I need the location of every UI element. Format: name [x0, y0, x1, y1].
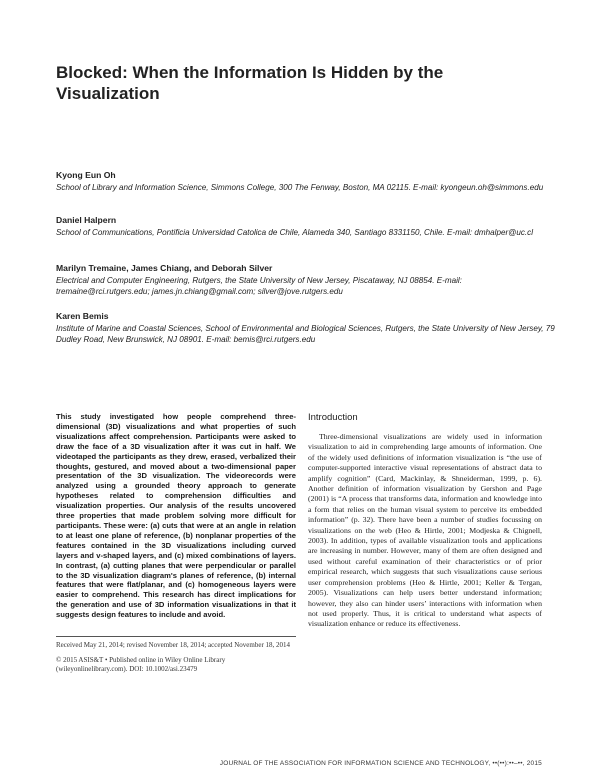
- author-name: Karen Bemis: [56, 311, 109, 321]
- author-affiliation: Institute of Marine and Coastal Sciences, School of Environmental and Biological Sciences, Rutgers, the State University of New Jersey, 79 Dudley Road, New Brunswick, NJ 08901. E-mail: bemis@rci.rutgers.edu: [56, 324, 555, 345]
- section-heading-introduction: Introduction: [308, 412, 358, 423]
- paper-title: Blocked: When the Information Is Hidden by the Visualization: [56, 63, 444, 103]
- abstract: [56, 412, 296, 620]
- author-affiliation: Electrical and Computer Engineering, Rutgers, the State University of New Jersey, Piscataway, NJ 08854. E-mail: tremaine@rci.rutgers.edu; james.jn.chiang@gmail.com; silver@jove.rutgers.edu: [56, 276, 462, 297]
- journal-footer: JOURNAL OF THE ASSOCIATION FOR INFORMATION SCIENCE AND TECHNOLOGY, ••(••):••–••, 2015: [219, 760, 542, 767]
- footnotes: [56, 641, 296, 680]
- author-block-2: [56, 215, 556, 238]
- author-block-1: [56, 170, 556, 193]
- footnote-rule: [56, 636, 296, 637]
- author-affiliation: School of Communications, Pontificia Universidad Catolica de Chile, Alameda 340, Santiago 8331150, Chile. E-mail: dmhalper@uc.cl: [56, 228, 534, 237]
- received-note: Received May 21, 2014; revised November 18, 2014; accepted November 18, 2014: [56, 641, 291, 649]
- author-block-3: [56, 263, 556, 297]
- introduction-paragraph: Three-dimensional visualizations are widely used in information visualization to aid in comprehending large amounts of information. One of the widely used definitions of information visualization is “the use of computer-supported interactive visual representations of abstract data to amplify cognition” (Card, Mackinlay, & Shneiderman, 1999, p. 6). Another definition of information visualization by Gershon and Page (2001) is “A process that transforms data, information and knowledge into a form that relies on the human visual system to perceive its embedded information” (p. 32). There have been a number of studies focussing on visualizations on the web (Heo & Hirtle, 2001; Modjeska & Chignell, 2003). In addition, types of available visualization tools and applications are increasing in number. However, many of them are often designed and used without careful examination of their characteristics or of prior empirical research, which suggests that such visualizations cause serious user comprehension problems (Heo & Hirtle, 2001; Keller & Tergan, 2005). Visualizations can help users better understand information; however, they also can hinder users’ interactions with information when not used properly. Thus, it is critical to understand what aspects of visualization enhance or reduce its effectiveness.: [308, 432, 542, 629]
- author-block-4: [56, 311, 556, 345]
- author-affiliation: School of Library and Information Science, Simmons College, 300 The Fenway, Boston, MA 02115. E-mail: kyongeun.oh@simmons.edu: [56, 183, 544, 192]
- author-name: Marilyn Tremaine, James Chiang, and Deborah Silver: [56, 263, 273, 273]
- copyright-note: © 2015 ASIS&T • Published online in Wiley Online Library (wileyonlinelibrary.com). DOI: 10.1002/asi.23479: [56, 655, 226, 674]
- abstract-text: This study investigated how people comprehend three-dimensional (3D) visualizations and what properties of such visualizations affect comprehension. Participants were asked to draw the face of a 3D visualization after it was cut in half. We videotaped the participants as they drew, erased, verbalized their thoughts, gestured, and moved about a two-dimensional paper presentation of the 3D visualization. The videorecords were analyzed using a grounded theory approach to generate hypotheses related to comprehension difficulties and visualization properties. Our analysis of the results uncovered three properties that made problem solving more difficult for participants. These were: (a) cuts that were at an angle in relation to at least one plane of reference, (b) nonplanar properties of the features contained in the 3D visualizations including curved layers and v-shaped layers, and (c) mixed combinations of layers. In contrast, (a) cutting planes that were perpendicular or parallel to the 3D visualization diagram's planes of reference, (b) internal features that were flat/planar, and (c) homogeneous layers were easier to comprehend. This research has direct implications for the generation and use of 3D information visualizations in that it suggests design features to include and avoid.: [56, 412, 296, 620]
- author-name: Daniel Halpern: [56, 215, 117, 225]
- author-name: Kyong Eun Oh: [56, 170, 116, 180]
- introduction-body: [308, 432, 542, 630]
